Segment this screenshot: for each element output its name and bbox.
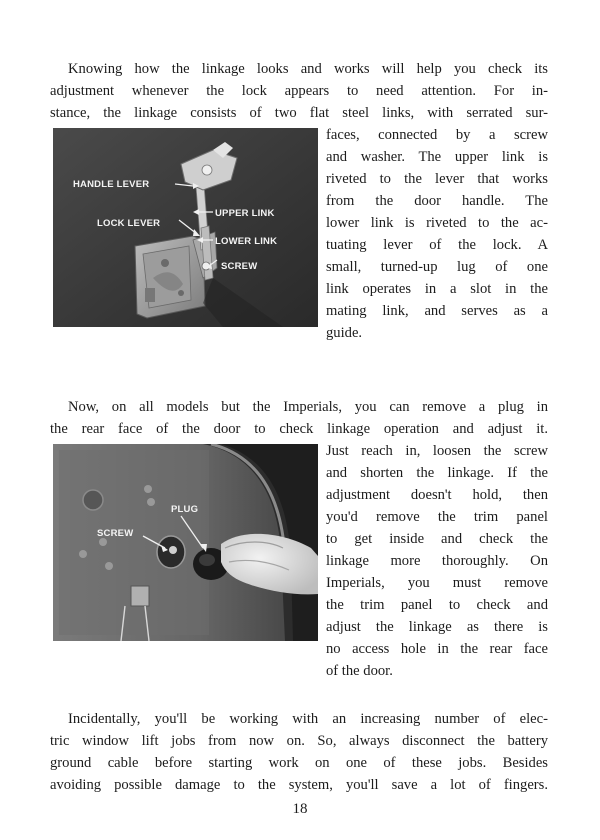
label-lock-lever: LOCK LEVER	[97, 218, 161, 229]
paragraph-2-column-line: of the door.	[326, 663, 393, 679]
paragraph-2-line-2: the rear face of the door to check linkage operation and adjust it.	[50, 421, 548, 437]
paragraph-1-column-line: lower link is riveted to the ac-	[326, 215, 548, 231]
paragraph-2-column-line: and shorten the linkage. If the	[326, 465, 548, 481]
paragraph-1-line-2: adjustment whenever the lock appears to need attention. For in-	[50, 83, 548, 99]
paragraph-2-column-line: you'd remove the trim panel	[326, 509, 548, 525]
paragraph-1-column-line: mating link, and serves as a	[326, 303, 548, 319]
paragraph-1-column-line: tuating lever of the lock. A	[326, 237, 548, 253]
paragraph-1-column-line: and washer. The upper link is	[326, 149, 548, 165]
lock-linkage-photo	[53, 128, 318, 327]
paragraph-2-line-1: Now, on all models but the Imperials, you can remove a plug in	[68, 399, 548, 415]
paragraph-2-column-line: adjustment doesn't hold, then	[326, 487, 548, 503]
label-screw: SCREW	[97, 528, 134, 539]
paragraph-1-column-line: riveted to the lever that works	[326, 171, 548, 187]
paragraph-2-column-line: adjust the linkage as there is	[326, 619, 548, 635]
label-plug: PLUG	[171, 504, 199, 515]
label-screw: SCREW	[221, 261, 258, 272]
paragraph-3-line-2: tric window lift jobs from now on. So, always disconnect the battery	[50, 733, 548, 749]
label-upper-link: UPPER LINK	[215, 208, 275, 219]
paragraph-1-line-1: Knowing how the linkage looks and works will help you check its	[68, 61, 548, 77]
page-number: 18	[292, 801, 308, 817]
paragraph-1-column-line: small, turned-up lug of one	[326, 259, 548, 275]
paragraph-1-column-line: from the door handle. The	[326, 193, 548, 209]
door-rear-face-photo	[53, 444, 318, 641]
paragraph-2-column-line: the trim panel to check and	[326, 597, 548, 613]
paragraph-2-column-line: linkage more thoroughly. On	[326, 553, 548, 569]
paragraph-2-column-line: to get inside and check the	[326, 531, 548, 547]
paragraph-2-column-line: no access hole in the rear face	[326, 641, 548, 657]
label-handle-lever: HANDLE LEVER	[73, 179, 150, 190]
paragraph-3-line-1: Incidentally, you'll be working with an increasing number of elec-	[68, 711, 548, 727]
paragraph-1-column-line: link operates in a slot in the	[326, 281, 548, 297]
paragraph-2-column-line: Just reach in, loosen the screw	[326, 443, 548, 459]
paragraph-3-line-4: avoiding possible damage to the system, you'll save a lot of fingers.	[50, 777, 548, 793]
paragraph-3-line-3: ground cable before starting work on one of these jobs. Besides	[50, 755, 548, 771]
paragraph-2-column-line: Imperials, you must remove	[326, 575, 548, 591]
paragraph-1-column-line: guide.	[326, 325, 363, 341]
label-lower-link: LOWER LINK	[215, 236, 278, 247]
paragraph-1-column-line: faces, connected by a screw	[326, 127, 548, 143]
paragraph-1-line-3: stance, the linkage consists of two flat steel links, with serrated sur-	[50, 105, 548, 121]
